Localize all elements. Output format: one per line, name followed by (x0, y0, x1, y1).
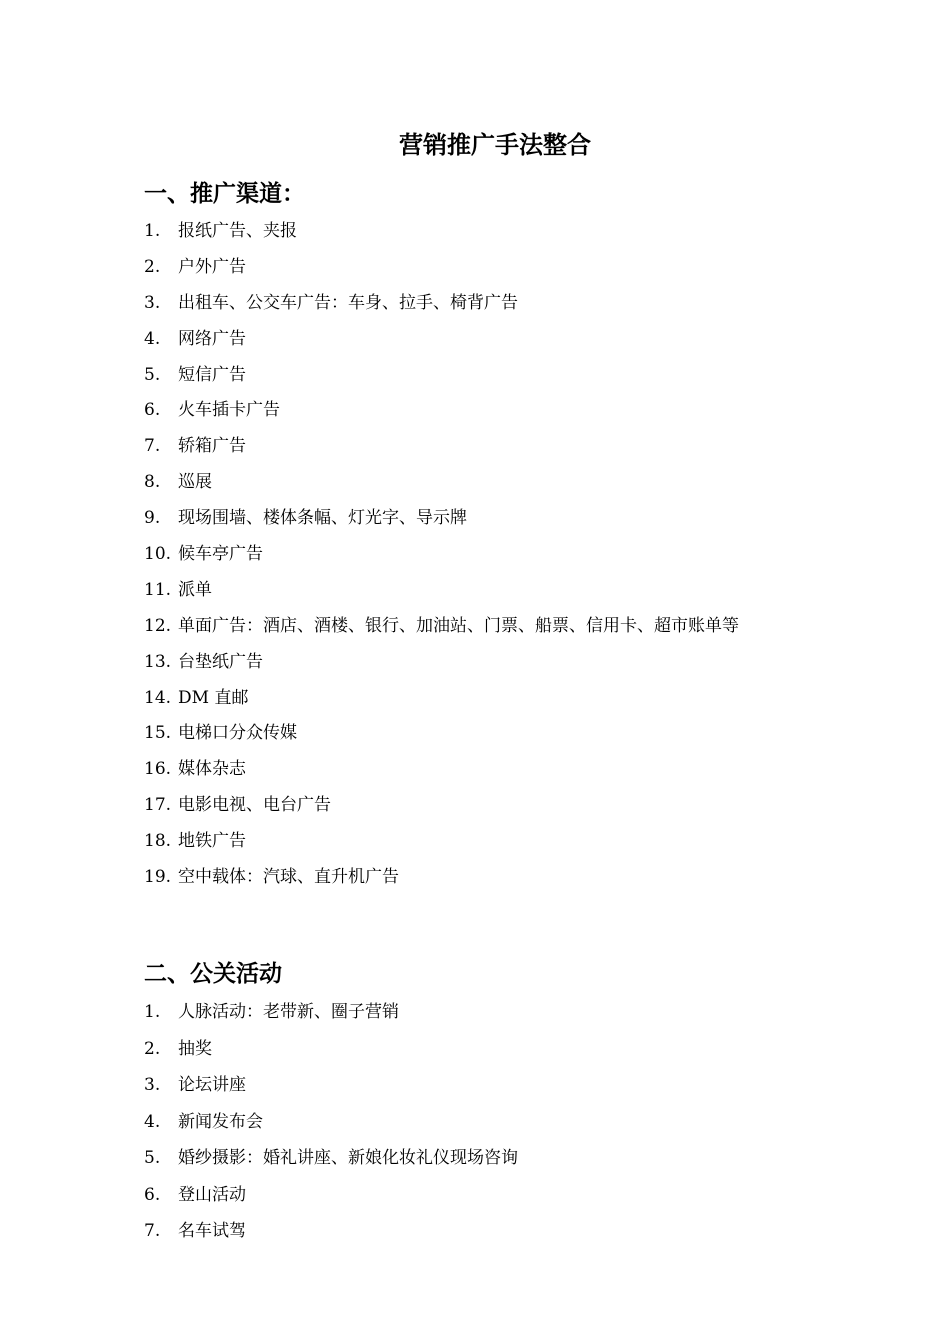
item-number: 5. (144, 364, 161, 385)
list-item (144, 1213, 518, 1250)
item-number: 15. (144, 723, 172, 744)
list-item (144, 1104, 518, 1141)
item-number: 14. (144, 687, 172, 708)
list-item (144, 573, 739, 609)
pr-activities-list (144, 994, 518, 1250)
item-number: 3. (144, 292, 161, 313)
list-item (144, 752, 739, 788)
list-item (144, 609, 739, 645)
item-number: 18. (144, 831, 172, 852)
item-text: 登山活动 (178, 1184, 246, 1205)
item-text: 出租车、公交车广告：车身、拉手、椅背广告 (178, 292, 518, 313)
list-item (144, 465, 739, 501)
item-text: 现场围墙、楼体条幅、灯光字、导示牌 (178, 508, 467, 529)
item-text: 电影电视、电台广告 (178, 795, 331, 816)
list-item (144, 322, 739, 358)
item-text: 新闻发布会 (178, 1111, 263, 1132)
list-item (144, 824, 739, 860)
list-item (144, 1031, 518, 1068)
list-item (144, 1067, 518, 1104)
item-text: 人脉活动：老带新、圈子营销 (178, 1002, 399, 1022)
item-text: 火车插卡广告 (178, 400, 280, 421)
item-number: 10. (144, 544, 172, 565)
section-heading-pr-activities: 二、公关活动 (144, 961, 282, 987)
item-text: 轿箱广告 (178, 436, 246, 457)
item-number: 2. (144, 1038, 161, 1059)
list-item (144, 250, 739, 286)
item-number: 5. (144, 1148, 161, 1168)
item-number: 4. (144, 328, 161, 349)
item-text: 空中载体：汽球、直升机广告 (178, 867, 399, 888)
item-text: 报纸广告、夹报 (178, 221, 297, 241)
list-item (144, 537, 739, 573)
document-title: 营销推广手法整合 (399, 131, 591, 159)
item-text: DM 直邮 (178, 687, 249, 708)
list-item (144, 214, 739, 250)
item-number: 6. (144, 1184, 161, 1205)
list-item (144, 501, 739, 537)
item-number: 12. (144, 615, 172, 636)
section-heading-promotion-channels: 一、推广渠道： (144, 181, 305, 207)
item-number: 1. (144, 1002, 161, 1022)
list-item (144, 358, 739, 394)
list-item (144, 681, 739, 717)
item-number: 4. (144, 1111, 161, 1132)
item-number: 13. (144, 651, 172, 672)
item-text: 电梯口分众传媒 (178, 723, 297, 744)
list-item (144, 716, 739, 752)
item-text: 媒体杂志 (178, 759, 246, 780)
item-text: 短信广告 (178, 364, 246, 385)
list-item (144, 286, 739, 322)
item-text: 地铁广告 (178, 831, 246, 852)
item-number: 1. (144, 221, 161, 241)
item-number: 6. (144, 400, 161, 421)
item-text: 单面广告：酒店、酒楼、银行、加油站、门票、船票、信用卡、超市账单等 (178, 615, 739, 636)
item-number: 19. (144, 867, 172, 888)
list-item (144, 429, 739, 465)
item-text: 婚纱摄影：婚礼讲座、新娘化妆礼仪现场咨询 (178, 1148, 518, 1168)
list-item (144, 1177, 518, 1214)
list-item (144, 860, 739, 896)
item-number: 8. (144, 472, 161, 493)
list-item (144, 393, 739, 429)
item-text: 户外广告 (178, 256, 246, 277)
list-item (144, 1140, 518, 1177)
item-text: 台垫纸广告 (178, 651, 263, 672)
item-number: 3. (144, 1075, 161, 1095)
item-text: 巡展 (178, 472, 212, 493)
promotion-channels-list (144, 214, 739, 896)
list-item (144, 645, 739, 681)
list-item (144, 994, 518, 1031)
item-text: 论坛讲座 (178, 1075, 246, 1095)
list-item (144, 788, 739, 824)
item-number: 11. (144, 579, 172, 600)
item-text: 候车亭广告 (178, 544, 263, 565)
item-number: 7. (144, 436, 161, 457)
item-number: 9. (144, 508, 161, 529)
item-text: 派单 (178, 579, 212, 600)
item-number: 7. (144, 1221, 161, 1241)
item-text: 网络广告 (178, 328, 246, 349)
item-number: 17. (144, 795, 172, 816)
item-number: 16. (144, 759, 172, 780)
item-text: 名车试驾 (178, 1221, 246, 1241)
item-number: 2. (144, 256, 161, 277)
item-text: 抽奖 (178, 1038, 212, 1059)
